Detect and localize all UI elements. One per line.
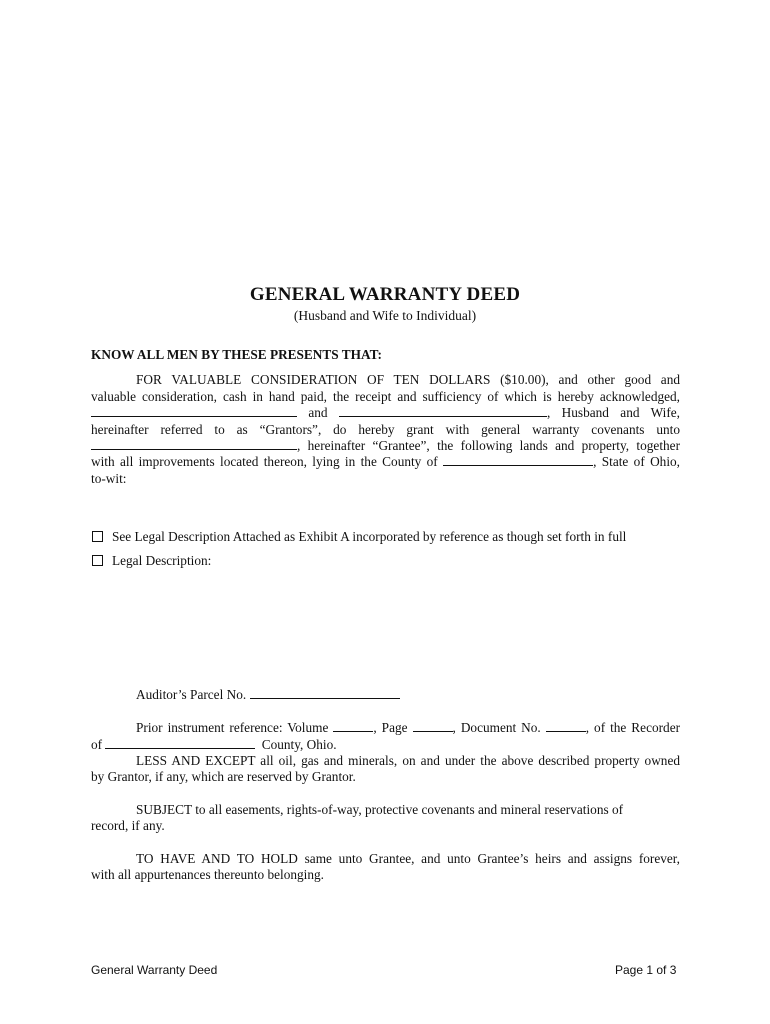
auditor-parcel-line <box>91 687 680 703</box>
grantor-2-blank[interactable] <box>339 405 547 417</box>
less-except-line-2: by Grantor, if any, which are reserved by Grantor. <box>91 769 356 784</box>
grantee-text: , hereinafter “Grantee”, the following lands and property, together <box>297 438 680 453</box>
consideration-line-2: valuable consideration, cash in hand paid, the receipt and sufficiency of which is hereby acknowledged, <box>91 389 680 404</box>
volume-blank[interactable] <box>333 720 373 732</box>
exhibit-a-checkbox[interactable] <box>92 531 103 542</box>
consideration-line-1: FOR VALUABLE CONSIDERATION OF TEN DOLLARS ($10.00), and other good and <box>136 372 680 387</box>
consideration-line-7: to-wit: <box>91 471 127 486</box>
recorder-county-blank[interactable] <box>105 737 255 749</box>
prior-instrument-line-2 <box>91 737 680 753</box>
document-no-blank[interactable] <box>546 720 586 732</box>
subject-line-1: SUBJECT to all easements, rights-of-way, protective covenants and mineral reservations of <box>136 802 624 817</box>
county-blank[interactable] <box>443 454 593 466</box>
county-ohio-label: County, Ohio. <box>261 737 337 752</box>
consideration-line-3 <box>91 405 680 421</box>
prior-instrument-line-1 <box>91 720 680 736</box>
of-label: of <box>91 737 103 752</box>
exhibit-a-label: See Legal Description Attached as Exhibit A incorporated by reference as though set forth in full <box>112 529 627 544</box>
document-no-label: , Document No. <box>452 720 541 735</box>
grantee-blank[interactable] <box>91 438 297 450</box>
exhibit-a-option <box>92 529 626 545</box>
legal-description-checkbox[interactable] <box>92 555 103 566</box>
less-except-line-1: LESS AND EXCEPT all oil, gas and minerals, on and under the above described property owned <box>136 753 680 768</box>
state-text: , State of Ohio, <box>593 454 680 469</box>
recorder-label: , of the Recorder <box>585 720 681 735</box>
habendum-line-2: with all appurtenances thereunto belonging. <box>91 867 324 882</box>
page-label: , Page <box>373 720 408 735</box>
document-title: GENERAL WARRANTY DEED <box>249 284 521 305</box>
county-text: with all improvements located thereon, lying in the County of <box>91 454 438 469</box>
volume-label: Prior instrument reference: Volume <box>136 720 329 735</box>
subject-line-2: record, if any. <box>91 818 165 833</box>
presents-heading: KNOW ALL MEN BY THESE PRESENTS THAT: <box>91 347 382 362</box>
auditor-parcel-blank[interactable] <box>250 687 400 699</box>
legal-description-label: Legal Description: <box>112 553 212 568</box>
footer-title: General Warranty Deed <box>91 963 218 977</box>
husband-wife-text: , Husband and Wife, <box>546 405 680 420</box>
auditor-parcel-label: Auditor’s Parcel No. <box>136 687 247 702</box>
consideration-line-5 <box>91 438 680 454</box>
consideration-line-6 <box>91 454 680 470</box>
footer-page-number: Page 1 of 3 <box>615 963 677 977</box>
page-blank[interactable] <box>413 720 453 732</box>
and-text: and <box>308 405 328 420</box>
consideration-line-4: hereinafter referred to as “Grantors”, do hereby grant with general warranty covenants unto <box>91 422 680 437</box>
habendum-line-1: TO HAVE AND TO HOLD same unto Grantee, and unto Grantee’s heirs and assigns forever, <box>136 851 680 866</box>
document-subtitle: (Husband and Wife to Individual) <box>293 308 477 323</box>
legal-description-option <box>92 553 211 569</box>
grantor-1-blank[interactable] <box>91 405 297 417</box>
